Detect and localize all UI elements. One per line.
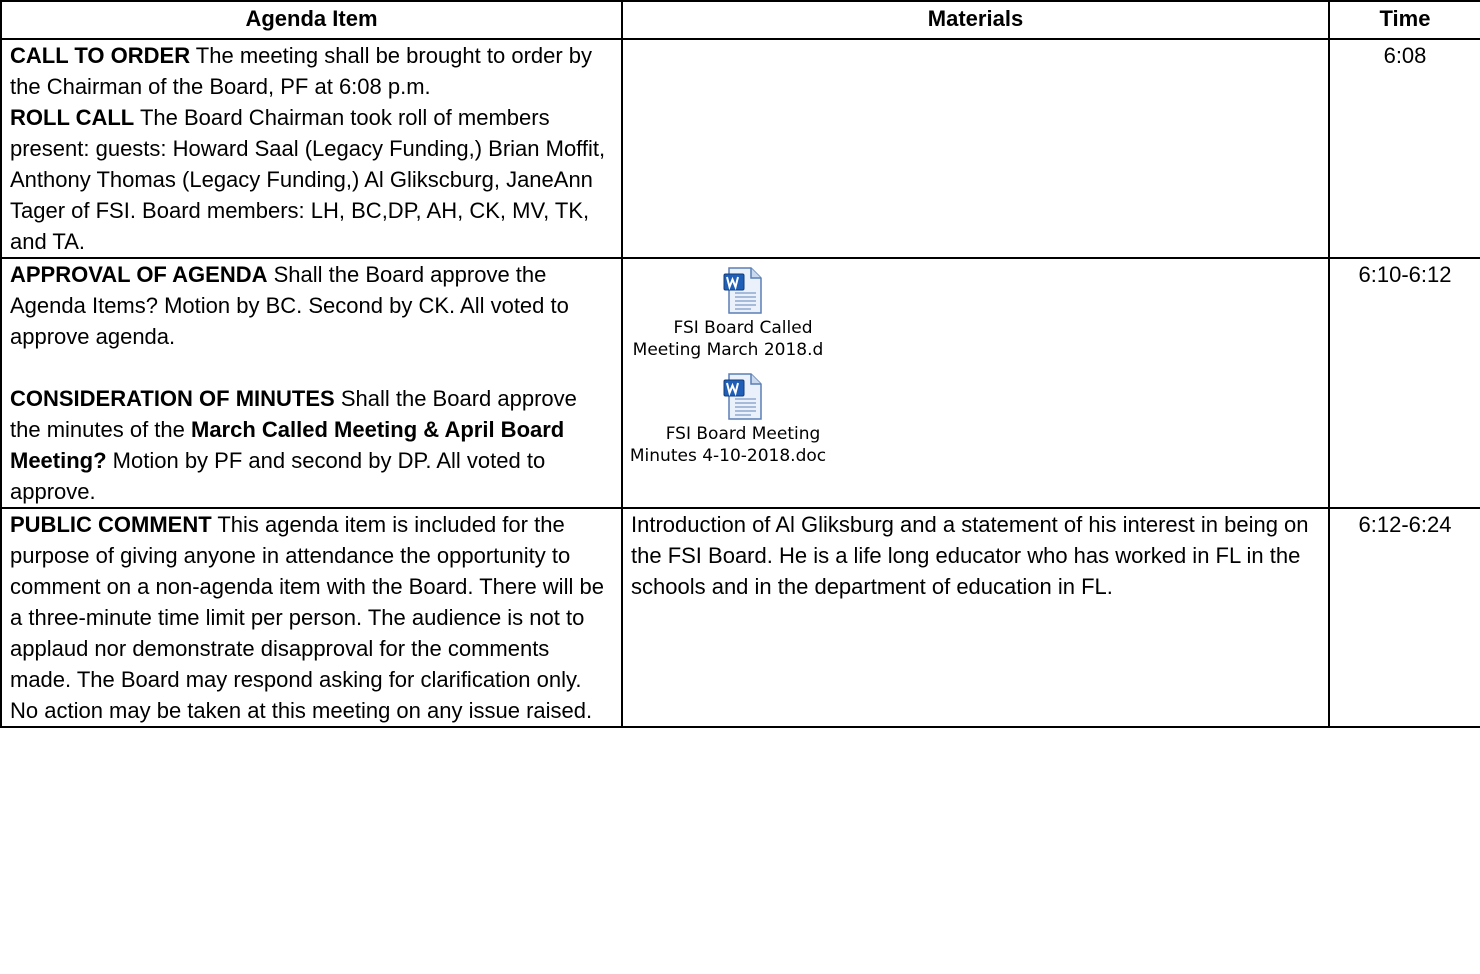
time-cell: 6:10-6:12 (1329, 258, 1480, 508)
agenda-item-text: The Board Chairman took roll of members present: guests: Howard Saal (Legacy Funding,) Brian Moffit, Anthony Thomas (Legacy Funding,) Al Glikscburg, JaneAnn Tager of FSI. Board members: LH, BC,DP, AH, CK, MV, TK, and TA. (10, 105, 606, 254)
agenda-item-text: This agenda item is included for the purpose of giving anyone in attendance the opportunity to comment on a non-agenda item with the Board. There will be a three-minute time limit per person. The audience is not to applaud nor demonstrate disapproval for the comments made. The Board may respond asking for clarification only. No action may be taken at this meeting on any issue raised. (10, 512, 604, 723)
attachment-name-line2: Minutes 4-10-2018.doc (629, 446, 827, 466)
agenda-item-cell (1, 508, 622, 727)
agenda-item-title: PUBLIC COMMENT (10, 512, 212, 537)
header-row (1, 1, 1480, 39)
attachment-name-line1: FSI Board Called (673, 318, 813, 338)
agenda-item (10, 383, 613, 507)
agenda-item-text: Motion by PF and second by DP. All voted to approve. (10, 448, 546, 504)
agenda-item-text: The meeting shall be brought to order by the Chairman of the Board, PF at 6:08 p.m. (10, 43, 593, 99)
word-document-icon (723, 373, 763, 421)
agenda-item (10, 509, 613, 726)
materials-cell (622, 39, 1329, 258)
agenda-item-text: Shall the Board approve the minutes of the (10, 386, 577, 442)
agenda-item-title: ROLL CALL (10, 105, 135, 130)
agenda-item-title: CONSIDERATION OF MINUTES (10, 386, 335, 411)
agenda-item (10, 40, 613, 102)
agenda-item-title: CALL TO ORDER (10, 43, 191, 68)
agenda-item-text: Shall the Board approve the Agenda Items? Motion by BC. Second by CK. All voted to approve agenda. (10, 262, 569, 349)
word-document-icon (723, 267, 763, 315)
materials-cell: Introduction of Al Gliksburg and a statement of his interest in being on the FSI Board. He is a life long educator who has worked in FL in the schools and in the department of education in FL. (622, 508, 1329, 727)
table-row (1, 508, 1480, 727)
agenda-item (10, 259, 613, 352)
agenda-item-cell (1, 258, 622, 508)
agenda-item-bold-text: March Called Meeting & April Board Meeting? (10, 417, 565, 473)
time-cell: 6:12-6:24 (1329, 508, 1480, 727)
table-row (1, 39, 1480, 258)
time-cell: 6:08 (1329, 39, 1480, 258)
agenda-item-cell (1, 39, 622, 258)
header-agenda-item: Agenda Item (1, 1, 622, 39)
table-row (1, 258, 1480, 508)
attachment-file[interactable] (623, 373, 863, 467)
agenda-item (10, 102, 613, 257)
attachment-name-line2: Meeting March 2018.d (632, 340, 824, 360)
attachment-file[interactable] (623, 267, 863, 361)
materials-cell (622, 258, 1329, 508)
header-time: Time (1329, 1, 1480, 39)
header-materials: Materials (622, 1, 1329, 39)
agenda-item-title: APPROVAL OF AGENDA (10, 262, 268, 287)
attachment-name-line1: FSI Board Meeting (665, 424, 821, 444)
